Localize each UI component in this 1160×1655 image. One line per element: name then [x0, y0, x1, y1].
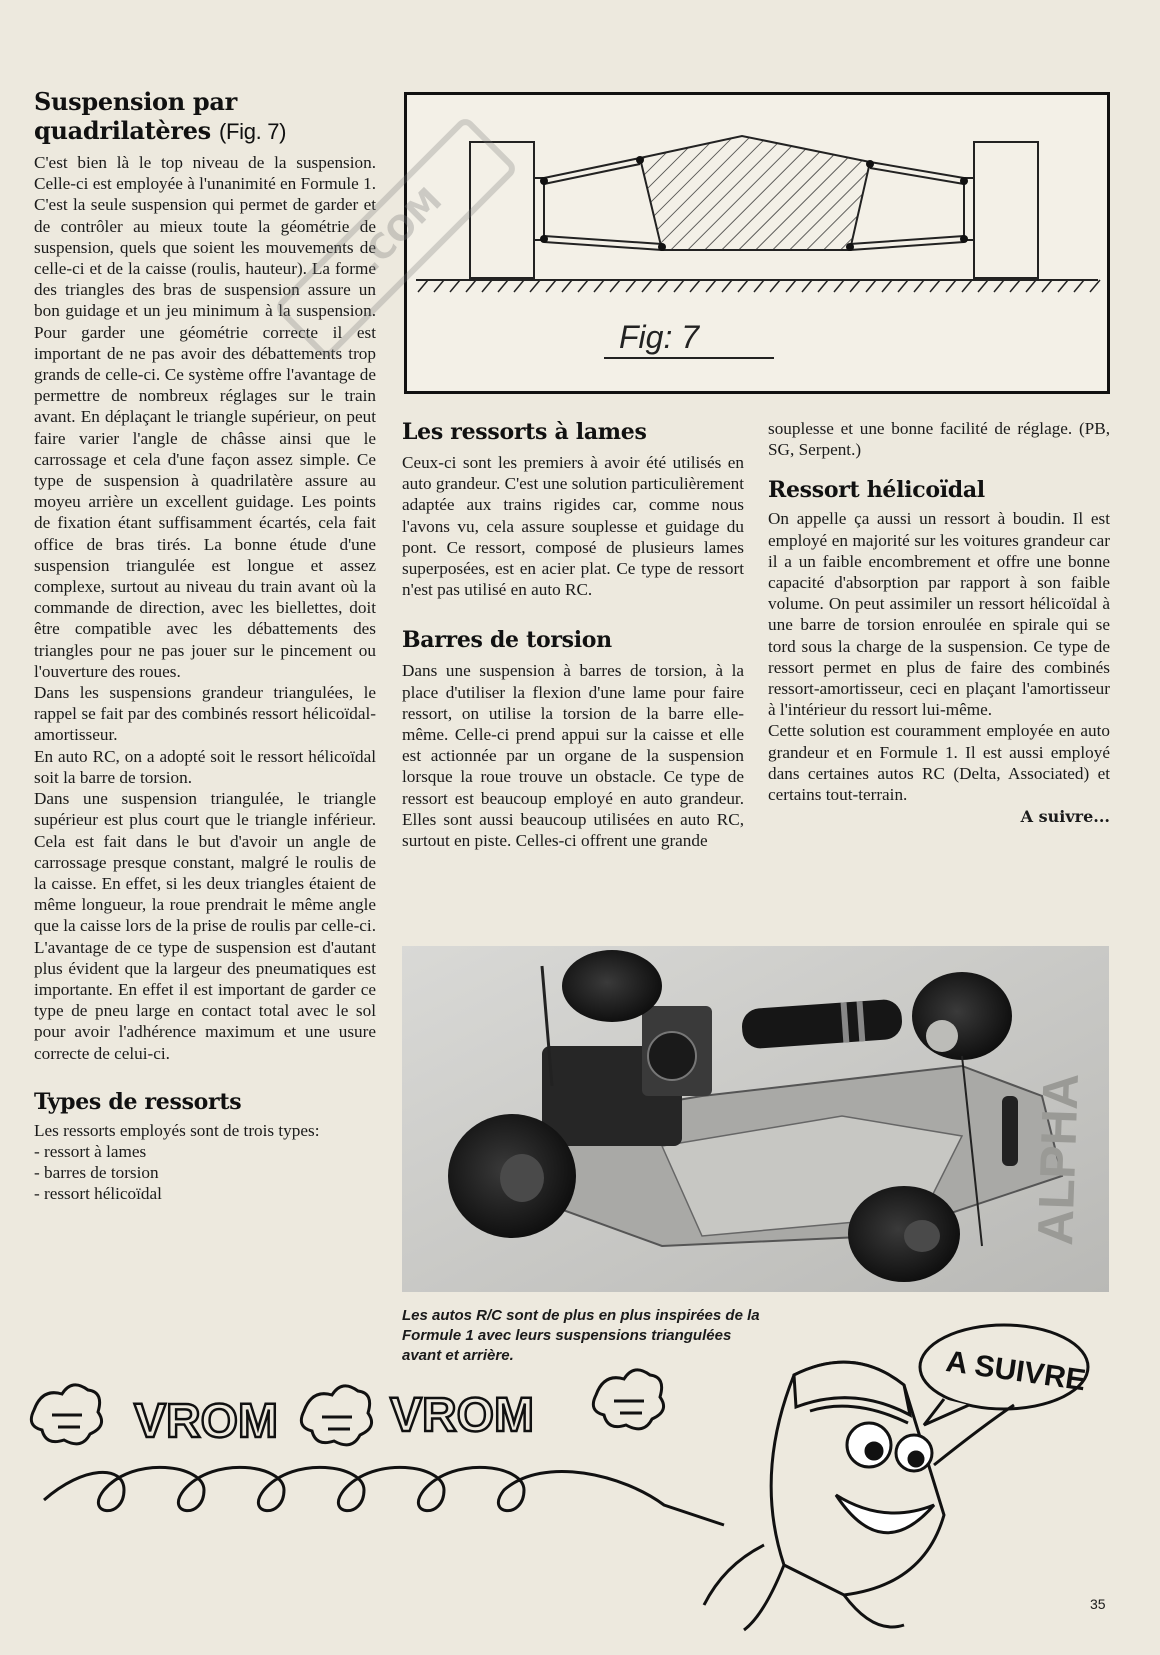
vrom-text-1: VROM	[134, 1395, 278, 1448]
paragraph: souplesse et une bonne facilité de réglage. (PB, SG, Serpent.)	[768, 419, 1110, 460]
list-item: - barres de torsion	[34, 1163, 159, 1183]
section-title-torsion: Barres de torsion	[402, 627, 612, 654]
title-fig-ref: (Fig. 7)	[218, 119, 287, 144]
section-title-helicoidal: Ressort hélicoïdal	[768, 477, 985, 504]
paragraph: Dans une suspension à barres de torsion, à la place d'utiliser la flexion d'une lame pour faire ressort, on utilise la torsion de la barre elle-même. Celle-ci prend appui sur la caisse et elle est actionnée par un organe de la suspension lorsque la roue trouve un obstacle. Ce type de ressort est beaucoup employé en auto grandeur. Elles sont aussi beaucoup utilisées en auto RC, surtout en piste. Celles-ci offrent une grande	[402, 661, 744, 851]
paragraph: Dans les suspensions grandeur triangulées, le rappel se fait par des combinés ressort hélicoïdal-amortisseur.	[34, 683, 376, 745]
left-column	[34, 87, 376, 1205]
right-column	[768, 418, 1110, 826]
paragraph: Dans une suspension triangulée, le triangle supérieur est plus court que le triangle inférieur. Cela est fait dans le but d'avoir un angle de carrossage presque constant, malgré le roulis de la caisse. En effet, si les deux triangles étaient de même longueur, la roue prendrait le même angle que la caisse lors de la prise de roulis par celle-ci. L'avantage de ce type de suspension est d'autant plus évident que la largeur des pneumatiques est importante. En effet il est important de garder ce type de pneu large en contact total avec le sol pour avoir l'adhérence maximum et une usure correcte de celui-ci.	[34, 789, 376, 1063]
paragraph: Cette solution est couramment employée en auto grandeur et en Formule 1. Il est aussi employé dans certaines autos RC (Delta, Associated) et certains tout-terrain.	[768, 721, 1110, 805]
paragraph: En auto RC, on a adopté soit le ressort hélicoïdal soit la barre de torsion.	[34, 746, 376, 787]
list-item: - ressort à lames	[34, 1141, 147, 1161]
middle-column	[402, 418, 744, 851]
vrom-cloud-1	[31, 1385, 101, 1444]
brand-text: ALPHA	[1027, 1072, 1090, 1247]
paragraph: On appelle ça aussi un ressort à boudin. Il est employé en majorité sur les voitures grandeur car il a un faible encombrement et offre une bonne capacité d'absorption par rapport à son faible volume. On peut assimiler un ressort hélicoïdal à une barre de torsion enroulée en spirale qui se tord sous la charge de la suspension. Ce type de ressort permet en plus de faire des combinés ressort-amortisseur, ceci en plaçant l'amortisseur à l'intérieur du ressort lui-même.	[768, 509, 1110, 720]
speech-text: A SUIVRE	[943, 1345, 1088, 1398]
speed-loops	[44, 1467, 724, 1525]
watermark-text: .COM	[350, 180, 451, 280]
vrom-cloud-2	[301, 1386, 371, 1445]
vrom-cloud-3	[593, 1370, 663, 1429]
section-title-types: Types de ressorts	[34, 1088, 242, 1115]
title-main: Suspension par quadrilatères	[34, 87, 238, 145]
photo-caption: Les autos R/C sont de plus en plus inspirées de la Formule 1 avec leurs suspensions triangulées avant et arrière.	[402, 1307, 760, 1364]
vrom-text-2: VROM	[390, 1389, 534, 1442]
list-item: - ressort hélicoïdal	[34, 1184, 162, 1204]
cartoon-illustration	[24, 1315, 1124, 1645]
figure-label: Fig: 7	[619, 319, 700, 355]
article-title	[34, 87, 294, 146]
page-number: 35	[1090, 1596, 1106, 1612]
types-list	[34, 1141, 376, 1205]
types-intro: Les ressorts employés sont de trois types:	[34, 1120, 320, 1140]
a-suivre-note: A suivre...	[1020, 807, 1110, 827]
paragraph: C'est bien là le top niveau de la suspension. Celle-ci est employée à l'unanimité en Formule 1. C'est la seule suspension qui permet de garder et de contrôler au mieux toute la géométrie de suspension, quels que soient les mouvements de celle-ci et de la caisse (roulis, hauteur). La forme des triangles des bras de suspension assure un bon guidage et un jeu minimum à la suspension. Pour garder une géométrie correcte il est important de ne pas avoir des débattements trop grands de celle-ci. Ce système offre l'avantage de permettre de nombreux réglages sur le train avant. En déplaçant le triangle supérieur, on peut faire varier l'angle de châsse ainsi que le carrossage et cela d'une façon assez simple. Ce type de suspension à quadrilatère assure au moyeu arrière un excellent guidage. Les points de fixation étant suffisamment écartés, cela fait office de bras tirés. La bonne étude d'une suspension triangulée est longue et assez complexe, surtout au niveau du train avant où la commande de direction, avec les biellettes, doit être compatible avec les débattements des triangles pour ne pas jouer sur le pincement ou l'ouverture des roues.	[34, 153, 376, 681]
figure-7-diagram	[404, 92, 1110, 394]
paragraph: Ceux-ci sont les premiers à avoir été utilisés en auto grandeur. C'est une solution particulièrement adaptée aux trains rigides car, comme nous l'avons vu, cela assure souplesse et guidage du pont. Ce ressort, composé de plusieurs lames superposées, est en acier plat. Ce type de ressort n'est pas utilisé en auto RC.	[402, 453, 744, 600]
cartoon-character	[704, 1362, 1014, 1630]
section-title-lames: Les ressorts à lames	[402, 419, 647, 445]
rc-car-photo	[402, 946, 1109, 1292]
